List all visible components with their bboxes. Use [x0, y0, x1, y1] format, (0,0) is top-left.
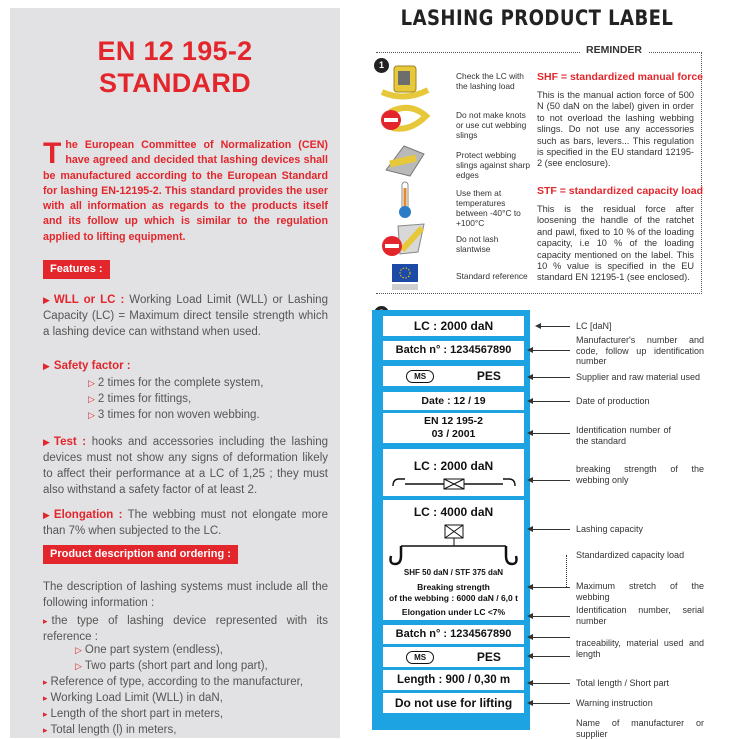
desc-breaking: breaking strength of the webbing only — [576, 464, 704, 485]
label-material-row-2 — [383, 647, 524, 667]
desc-lc: LC [daN] — [576, 321, 612, 331]
test-paragraph — [43, 434, 328, 498]
pointer-arrow — [532, 616, 570, 617]
desc-manufacturer: Manufacturer's number and code, follow up identification number — [576, 335, 704, 366]
desc-serial: Identification number, serial number — [576, 605, 704, 626]
product-intro: The description of lashing systems must include all the following information : — [43, 581, 328, 609]
test-text: hooks and accessories including the lashing devices must not show any signs of deformation likely to affect their performance at a LC of 1,25 ; they must also withstand a safety factor of at least 2. — [43, 436, 328, 496]
pointer-arrow — [532, 637, 570, 638]
desc-traceability: traceability, material used and length — [576, 638, 704, 659]
webbing-lc: LC : 2000 daN — [413, 459, 494, 473]
shf-heading: SHF = standardized manual force — [537, 71, 704, 83]
safety-item: ▷ 2 times for fittings, — [88, 393, 192, 405]
label-material-row — [383, 366, 524, 386]
bullet-arrow-icon: ▸ — [43, 677, 48, 687]
connector-line — [566, 555, 567, 587]
bullet-triangle-icon: ▶ — [43, 295, 50, 305]
reminder-check-text: Do not make knots or use cut webbing slings — [456, 110, 527, 140]
pointer-arrow — [532, 401, 570, 402]
outline-triangle-icon: ▷ — [88, 410, 95, 420]
features-heading: Features : — [43, 260, 110, 279]
breaking-strength-line1: Breaking strength — [417, 582, 490, 592]
label-date: Date : 12 / 19 — [383, 392, 524, 410]
reminder-title: REMINDER — [580, 44, 648, 56]
desc-stretch: Maximum stretch of the webbing — [576, 581, 704, 602]
standardized-forces: SHF 50 daN / STF 375 daN — [403, 568, 504, 577]
label-batch: Batch n° : 1234567890 — [383, 341, 524, 360]
shf-body: This is the manual action force of 500 N (50 daN on the label) given in order to not overload the lashing webbing slings. Do not use any accessories such as bars, levers... This regulation is specified in the EU standard 12195-2 (see enclosure). — [537, 90, 694, 169]
outline-triangle-icon: ▷ — [75, 645, 82, 655]
material-pes: PES — [476, 369, 501, 383]
standard-date: 03 / 2001 — [431, 428, 476, 440]
desc-date: Date of production — [576, 396, 650, 406]
thermometer-icon — [380, 180, 430, 216]
bullet-triangle-icon: ▶ — [43, 361, 50, 371]
standard-reference-icon — [380, 262, 430, 298]
product-item: ▸ Reference of type, according to the manufacturer, — [43, 676, 304, 688]
pointer-arrow — [532, 350, 570, 351]
label-batch-2: Batch n° : 1234567890 — [383, 625, 524, 644]
outline-triangle-icon: ▷ — [88, 378, 95, 388]
intro-text: he European Committee of Normalization (CEN) have agreed and decided that lashing devices shall be manufactured according to the European Standard for lashing EN-12195-2. This standard provides the user with all information as regards to the products itself and its follow up which is similar to the regulation applied to lifting equipment. — [43, 139, 328, 243]
pointer-arrow — [532, 480, 570, 481]
product-item: ▸ Working Load Limit (WLL) in daN, — [43, 692, 223, 704]
elongation-paragraph — [43, 507, 328, 539]
pointer-arrow — [532, 433, 570, 434]
safety-heading-row — [43, 358, 328, 374]
intro-dropcap: T — [43, 137, 62, 170]
ms-mark: MS — [406, 370, 434, 383]
pointer-arrow — [532, 529, 570, 530]
sharp-edge-icon — [380, 140, 430, 176]
desc-lashing-capacity: Lashing capacity — [576, 524, 644, 534]
elongation-text: The webbing must not elongate more than 7% when subjected to the LC. — [43, 509, 328, 537]
ms-mark-2: MS — [406, 651, 434, 664]
check-label-icon — [380, 62, 430, 98]
product-item: ▸ the type of lashing device represented with its reference : — [43, 615, 328, 643]
pointer-arrow — [532, 587, 570, 588]
bullet-triangle-icon: ▶ — [43, 437, 50, 447]
product-subitem: ▷ Two parts (short part and long part), — [75, 660, 268, 672]
desc-warning: Warning instruction — [576, 698, 653, 708]
stf-body: This is the residual force after loosening the handle of the ratchet and pawl, fixed to 10 % of the loading capacity, i.e 10 % of the loading capacity mentioned on the label. This 10 % value is specified in the EU standard EN 12195-1 (see enclosed). — [537, 204, 694, 283]
breaking-strength-line2: of the webbing : 6000 daN / 6,0 t — [389, 593, 518, 603]
safety-heading: Safety factor : — [53, 360, 131, 372]
pointer-arrow — [532, 377, 570, 378]
label-webbing-box — [383, 449, 524, 496]
bullet-arrow-icon: ▸ — [43, 616, 48, 626]
ratchet-strap-icon — [387, 520, 520, 568]
product-heading: Product description and ordering : — [43, 545, 238, 564]
label-warning: Do not use for lifting — [383, 693, 524, 713]
product-item: ▸ Length of the short part in meters, — [43, 708, 224, 720]
stf-heading: STF = standardized capacity load — [537, 185, 704, 197]
standard-panel — [10, 8, 340, 738]
desc-supplier: Supplier and raw material used — [576, 372, 701, 382]
product-subitem: ▷ One part system (endless), — [75, 644, 223, 656]
label-standard — [383, 413, 524, 443]
bullet-arrow-icon: ▸ — [43, 725, 48, 735]
label-lc: LC : 2000 daN — [383, 316, 524, 336]
intro-paragraph — [43, 138, 328, 245]
outline-triangle-icon: ▷ — [88, 394, 95, 404]
standard-number: EN 12 195-2 — [424, 415, 483, 427]
pointer-arrow — [532, 703, 570, 704]
wll-text: Working Load Limit (WLL) or Lashing Capacity (LC) = Maximum direct tensile strength which a lashing device can withstand when used. — [43, 294, 328, 338]
bullet-triangle-icon: ▶ — [43, 510, 50, 520]
lashing-lc: LC : 4000 daN — [413, 505, 494, 519]
desc-length: Total length / Short part — [576, 678, 670, 688]
no-slantwise-icon — [380, 222, 430, 258]
reminder-check-text: Use them at temperatures between -40°C to +100°C — [456, 188, 521, 228]
desc-manufacturer-name: Name of manufacturer or supplier — [576, 718, 704, 739]
reminder-check-text: Standard reference — [456, 271, 528, 281]
step-badge-1: 1 — [374, 58, 389, 73]
no-knots-icon — [380, 102, 430, 138]
outline-triangle-icon: ▷ — [75, 661, 82, 671]
bullet-arrow-icon: ▸ — [43, 709, 48, 719]
wll-heading: WLL or LC : — [53, 294, 125, 306]
standard-title-line2: STANDARD — [99, 68, 251, 98]
material-pes-2: PES — [476, 650, 501, 664]
safety-item: ▷ 2 times for the complete system, — [88, 377, 264, 389]
label-length: Length : 900 / 0,30 m — [383, 670, 524, 690]
test-heading: Test : — [53, 436, 87, 448]
product-item: ▸ Total length (l) in meters, — [43, 724, 177, 736]
reminder-check-text: Protect webbing slings against sharp edges — [456, 150, 531, 180]
label-lashing-box — [383, 500, 524, 620]
elongation-heading: Elongation : — [53, 509, 123, 521]
standard-title-line1: EN 12 195-2 — [97, 36, 253, 66]
reminder-check-text: Do not lash slantwise — [456, 234, 499, 254]
webbing-sling-icon — [389, 476, 519, 492]
bullet-arrow-icon: ▸ — [43, 693, 48, 703]
pointer-arrow — [532, 683, 570, 684]
elongation-limit: Elongation under LC <7% — [401, 607, 506, 617]
label-page-title: LASHING PRODUCT LABEL — [400, 6, 674, 30]
pointer-arrow — [540, 326, 570, 327]
safety-item: ▷ 3 times for non woven webbing. — [88, 409, 260, 421]
wll-paragraph — [43, 292, 328, 340]
pointer-arrow — [532, 656, 570, 657]
desc-capacity-load: Standardized capacity load — [576, 550, 685, 560]
desc-standard: Identification number of the standard — [576, 425, 671, 446]
reminder-check-text: Check the LC with the lashing load — [456, 71, 524, 91]
